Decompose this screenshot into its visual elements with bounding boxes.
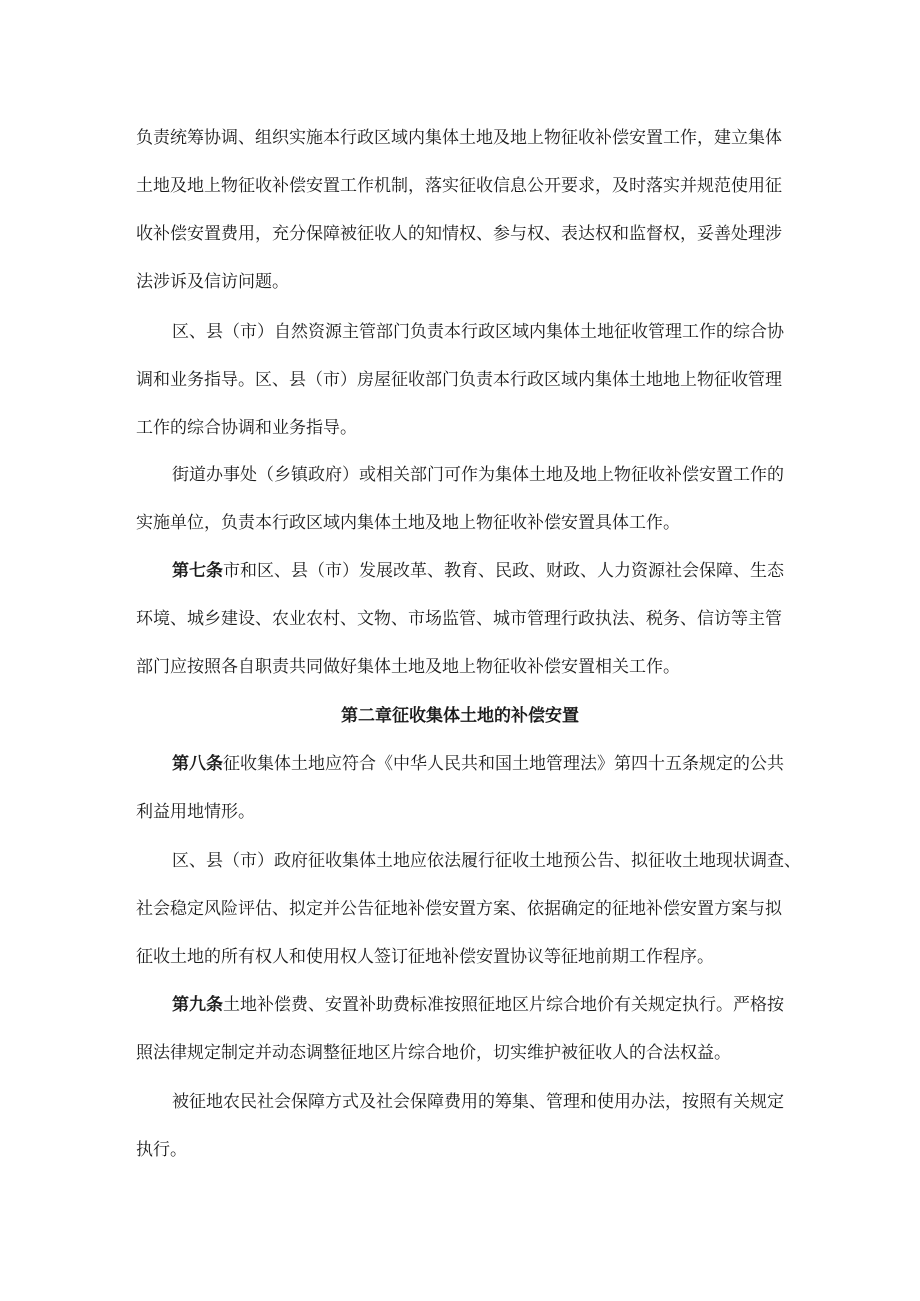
- article-text: 土地补偿费、安置补助费标准按照征地区片综合地价有关规定执行。严格按: [223, 995, 784, 1015]
- article-label: 第八条: [172, 754, 223, 774]
- paragraph-line: 土地及地上物征收补偿安置工作机制，落实征收信息公开要求，及时落实并规范使用征: [136, 176, 782, 196]
- paragraph-line: 社会稳定风险评估、拟定并公告征地补偿安置方案、依据确定的征地补偿安置方案与拟: [136, 899, 782, 919]
- paragraph-line: 执行。: [136, 1140, 187, 1160]
- paragraph-line: 收补偿安置费用，充分保障被征收人的知情权、参与权、表达权和监督权，妥善处理涉: [136, 224, 782, 244]
- article-label: 第七条: [172, 561, 223, 581]
- article-label: 第九条: [172, 995, 223, 1015]
- paragraph-line: 工作的综合协调和业务指导。: [136, 418, 357, 438]
- article-text: 征收集体土地应符合《中华人民共和国土地管理法》第四十五条规定的公共: [223, 754, 784, 774]
- paragraph-line: 照法律规定制定并动态调整征地区片综合地价，切实维护被征收人的合法权益。: [136, 1043, 731, 1063]
- paragraph-first-line: [172, 752, 782, 776]
- paragraph-first-line: [172, 559, 782, 583]
- chapter-heading: 第二章征收集体土地的补偿安置: [341, 706, 579, 726]
- paragraph-line: 环境、城乡建设、农业农村、文物、市场监管、城市管理行政执法、税务、信访等主管: [136, 609, 782, 629]
- paragraph-line: 法涉诉及信访问题。: [136, 272, 289, 292]
- paragraph-line: 征收土地的所有权人和使用权人签订征地补偿安置协议等征地前期工作程序。: [136, 947, 714, 967]
- paragraph-line: 负责统筹协调、组织实施本行政区域内集体土地及地上物征收补偿安置工作，建立集体: [136, 128, 782, 148]
- paragraph-first-line: [172, 993, 782, 1017]
- article-text: 市和区、县（市）发展改革、教育、民政、财政、人力资源社会保障、生态: [223, 561, 784, 581]
- paragraph-line: 部门应按照各自职责共同做好集体土地及地上物征收补偿安置相关工作。: [136, 657, 680, 677]
- paragraph-line: 被征地农民社会保障方式及社会保障费用的筹集、管理和使用办法，按照有关规定: [172, 1092, 784, 1112]
- paragraph-line: 区、县（市）政府征收集体土地应依法履行征收土地预公告、拟征收土地现状调查、: [172, 851, 801, 871]
- paragraph-line: 区、县（市）自然资源主管部门负责本行政区域内集体土地征收管理工作的综合协: [172, 322, 784, 342]
- paragraph-line: 实施单位，负责本行政区域内集体土地及地上物征收补偿安置具体工作。: [136, 513, 680, 533]
- paragraph-line: 街道办事处（乡镇政府）或相关部门可作为集体土地及地上物征收补偿安置工作的: [172, 465, 784, 485]
- paragraph-line: 调和业务指导。区、县（市）房屋征收部门负责本行政区域内集体土地地上物征收管理: [136, 370, 782, 390]
- paragraph-line: 利益用地情形。: [136, 802, 255, 822]
